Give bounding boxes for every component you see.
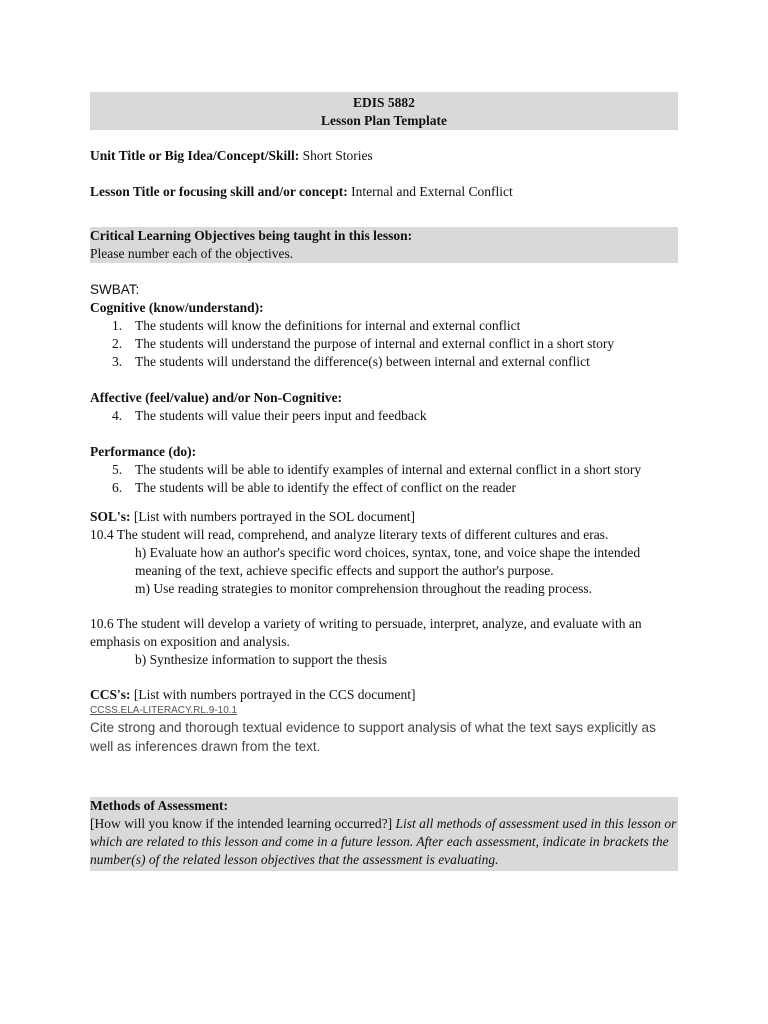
performance-list [90,461,678,497]
sol-10-6: 10.6 The student will develop a variety of writing to persuade, interpret, analyze, and evaluate with an emphasis on exposition and analysis. [90,616,642,649]
sol-label: SOL's: [90,509,131,524]
list-item: 6. The students will be able to identify the effect of conflict on the reader [112,480,516,495]
assessment-instructions: List all methods of assessment used in this lesson or which are related to this lesson and come in a future lesson. After each assessment, indicate in brackets the number(s) of the related lesson objectives that the assessment is evaluating. [90,816,677,867]
objectives-heading: Critical Learning Objectives being taught in this lesson: [90,228,413,243]
lesson-label: Lesson Title or focusing skill and/or concept: [90,184,348,199]
affective-heading: Affective (feel/value) and/or Non-Cognitive: [90,390,343,405]
lesson-title-line [90,183,678,201]
assessment-prompt: [How will you know if the intended learning occurred?] [90,816,393,831]
unit-title-line [90,147,678,165]
document-page [90,92,678,871]
sol-note: [List with numbers portrayed in the SOL document] [133,509,415,524]
list-item: 1. The students will know the definitions for internal and external conflict [112,318,521,333]
performance-heading: Performance (do): [90,444,197,459]
ccs-standard-link[interactable]: CCSS.ELA-LITERACY.RL.9-10.1 [90,705,238,716]
assessment-heading: Methods of Assessment: [90,798,228,813]
affective-list [90,407,678,425]
course-code: EDIS 5882 [353,95,415,110]
cognitive-heading: Cognitive (know/understand): [90,300,264,315]
objectives-instruction: Please number each of the objectives. [90,246,294,261]
lesson-value: Internal and External Conflict [351,184,513,199]
template-title: Lesson Plan Template [320,113,448,128]
objectives-band [90,227,678,263]
list-item: 5. The students will be able to identify examples of internal and external conflict in a short story [112,462,642,477]
sol-10-6-b: b) Synthesize information to support the thesis [135,652,387,667]
title-band [90,92,678,130]
unit-value: Short Stories [302,148,373,163]
list-item: 3. The students will understand the difference(s) between internal and external conflict [112,354,590,369]
assessment-body [90,815,678,869]
unit-label: Unit Title or Big Idea/Concept/Skill: [90,148,300,163]
swbat-label: SWBAT: [90,282,140,297]
sol-10-4: 10.4 The student will read, comprehend, and analyze literary texts of different cultures and eras. [90,527,609,542]
sol-10-4-m: m) Use reading strategies to monitor comprehension throughout the reading process. [135,581,593,596]
ccs-label: CCS's: [90,687,131,702]
assessment-band [90,797,678,871]
ccs-line [90,686,678,704]
sol-line [90,508,678,526]
list-item: 2. The students will understand the purpose of internal and external conflict in a short story [112,336,615,351]
ccs-note: [List with numbers portrayed in the CCS document] [133,687,416,702]
sol-10-4-h: h) Evaluate how an author's specific word choices, syntax, tone, and voice shape the intended meaning of the text, achieve specific effects and support the author's purpose. [135,545,641,578]
ccs-standard-text: Cite strong and thorough textual evidence to support analysis of what the text says explicitly as well as inferences drawn from the text. [90,720,656,754]
cognitive-list [90,317,678,371]
list-item: 4. The students will value their peers input and feedback [112,408,427,423]
